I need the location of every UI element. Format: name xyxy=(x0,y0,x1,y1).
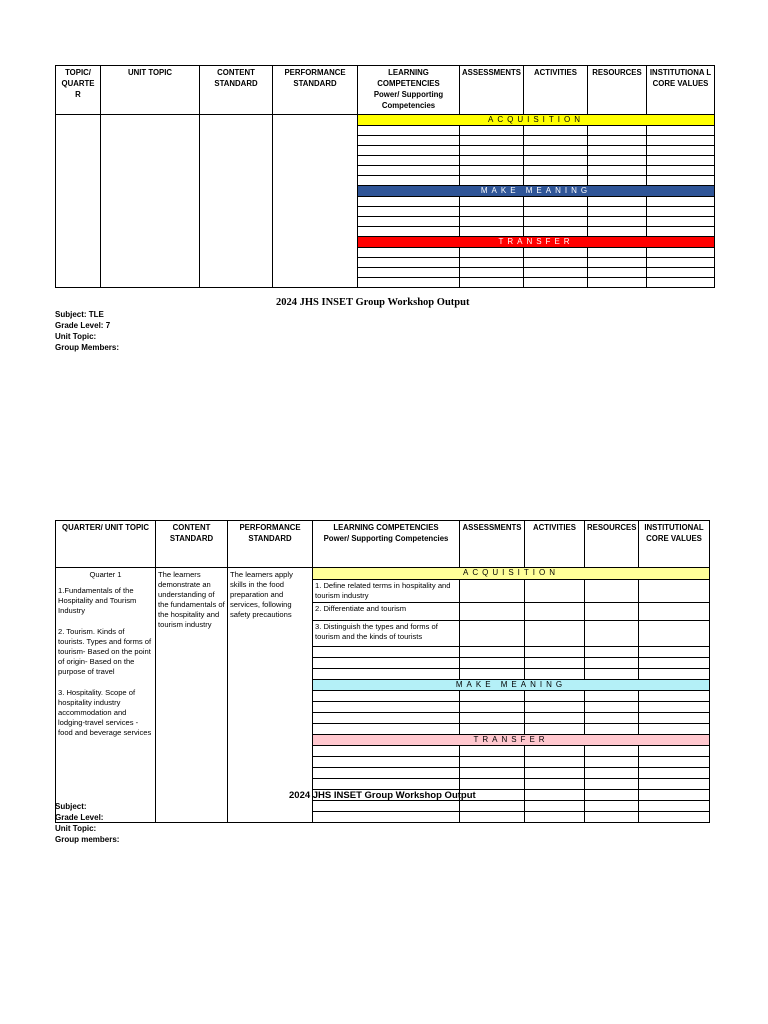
competency-1: 1. Define related terms in hospitality and tourism industry xyxy=(313,580,460,603)
workshop-title-2: 2024 JHS INSET Group Workshop Output xyxy=(289,790,476,801)
competency-2: 2. Differentiate and tourism xyxy=(313,603,460,621)
header-learning-competencies-title: LEARNING COMPETENCIES xyxy=(333,523,439,532)
header-learning-competencies xyxy=(358,66,460,115)
quarter-label: Quarter 1 xyxy=(89,570,122,579)
unit-topic-2: 2. Tourism. Kinds of tourists. Types and forms of tourism- Based on the point of origin- Based on the purpose of travel xyxy=(58,627,152,676)
header-learning-competencies-sub: Power/ Supporting Competencies xyxy=(373,90,444,110)
quarter-unit-topic-cell xyxy=(56,568,156,823)
meta-unit-topic: Unit Topic: xyxy=(55,824,97,833)
content-standard-cell xyxy=(200,115,273,288)
header-core-values: INSTITUTIONA L CORE VALUES xyxy=(647,66,715,115)
header-performance-standard: PERFORMANCE STANDARD xyxy=(273,66,358,115)
make-meaning-band: MAKE MEANING xyxy=(358,186,715,197)
header-content-standard: CONTENT STANDARD xyxy=(200,66,273,115)
content-standard-cell: The learners demonstrate an understanding of the fundamentals of the hospitality and tourism industry xyxy=(156,568,228,823)
header-assessments: ASSESSMENTS xyxy=(460,66,524,115)
meta-group-members: Group members: xyxy=(55,835,120,844)
make-meaning-band: MAKE MEANING xyxy=(313,680,710,691)
lesson-plan-table-1 xyxy=(55,65,715,288)
topic-quarter-cell xyxy=(56,115,101,288)
header-activities: ACTIVITIES xyxy=(524,66,588,115)
meta-block-2 xyxy=(55,801,119,845)
header-learning-competencies xyxy=(313,521,460,568)
meta-block-1 xyxy=(55,309,119,353)
meta-subject: Subject: TLE xyxy=(55,310,104,319)
workshop-title-1: 2024 JHS INSET Group Workshop Output xyxy=(276,297,470,308)
transfer-band: TRANSFER xyxy=(358,237,715,248)
meta-group-members: Group Members: xyxy=(55,343,120,352)
header-content-standard: CONTENT STANDARD xyxy=(156,521,228,568)
meta-subject: Subject: xyxy=(55,802,87,811)
header-learning-competencies-title: LEARNING COMPETENCIES xyxy=(377,68,440,88)
meta-grade-level: Grade Level: 7 xyxy=(55,321,111,330)
acquisition-band: ACQUISITION xyxy=(313,568,710,580)
header-performance-standard: PERFORMANCE STANDARD xyxy=(228,521,313,568)
acquisition-band: ACQUISITION xyxy=(358,115,715,126)
unit-topic-1: 1.Fundamentals of the Hospitality and Tourism Industry xyxy=(58,586,137,615)
transfer-band: TRANSFER xyxy=(313,735,710,746)
header-resources: RESOURCES xyxy=(585,521,639,568)
unit-topic-3: 3. Hospitality. Scope of hospitality industry accommodation and lodging-travel services - food and beverage services xyxy=(58,688,152,737)
header-resources: RESOURCES xyxy=(588,66,647,115)
lesson-plan-table-2 xyxy=(55,520,710,823)
unit-topic-cell xyxy=(101,115,200,288)
header-activities: ACTIVITIES xyxy=(525,521,585,568)
header-learning-competencies-sub: Power/ Supporting Competencies xyxy=(323,534,449,543)
header-quarter-unit-topic: QUARTER/ UNIT TOPIC xyxy=(56,521,156,568)
meta-grade-level: Grade Level: xyxy=(55,813,104,822)
competency-3: 3. Distinguish the types and forms of tourism and the kinds of tourists xyxy=(313,621,460,647)
header-unit-topic: UNIT TOPIC xyxy=(101,66,200,115)
header-core-values: INSTITUTIONAL CORE VALUES xyxy=(639,521,710,568)
performance-standard-cell: The learners apply skills in the food preparation and services, following safety precautions xyxy=(228,568,313,823)
header-topic-quarter: TOPIC/ QUARTE R xyxy=(56,66,101,115)
header-assessments: ASSESSMENTS xyxy=(460,521,525,568)
meta-unit-topic: Unit Topic: xyxy=(55,332,97,341)
performance-standard-cell xyxy=(273,115,358,288)
